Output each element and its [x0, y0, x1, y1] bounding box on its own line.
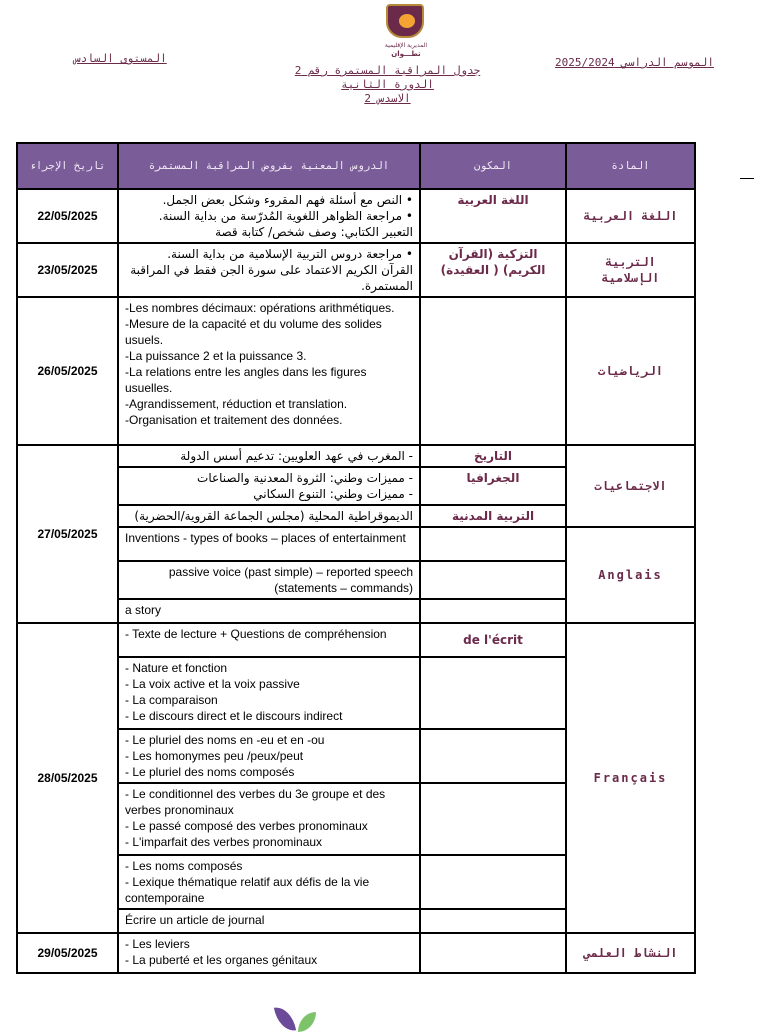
- lessons-cell: [118, 189, 420, 243]
- lessons-cell: Inventions - types of books – places of entertainment: [118, 527, 420, 561]
- lessons-cell: Écrire un article de journal: [118, 909, 420, 933]
- table-row: [17, 445, 695, 467]
- lesson-item: -Agrandissement, réduction et translation.: [125, 397, 348, 411]
- lesson-item: - Les noms composés: [125, 859, 243, 873]
- lesson-item: - مميزات وطني: الثروة المعدنية والصناعات: [197, 471, 413, 485]
- lesson-item: - Le discours direct et le discours indirect: [125, 709, 343, 723]
- component-cell: [420, 783, 566, 855]
- lessons-cell: a story: [118, 599, 420, 623]
- lessons-cell: [118, 855, 420, 909]
- date-cell: 29/05/2025: [17, 933, 118, 973]
- lessons-cell: - Texte de lecture + Questions de compréhension: [118, 623, 420, 657]
- footer-leaf-icon: [298, 1012, 316, 1032]
- grade-level: المستوى السادس: [74, 52, 167, 65]
- lesson-item: - Le conditionnel des verbes du 3e groupe et des verbes pronominaux: [125, 787, 386, 817]
- component-cell: [420, 855, 566, 909]
- component-cell: [420, 527, 566, 561]
- lesson-item: القرآن الكريم الاعتماد على سورة الجن فقط في المراقبة المستمرة.: [130, 263, 413, 293]
- lesson-item: - Le pluriel des noms composés: [125, 765, 295, 779]
- component-cell: الجغرافيا: [420, 467, 566, 505]
- header-date: تاريخ الإجراء: [17, 143, 118, 189]
- table-row: [17, 527, 695, 561]
- component-cell: التربية المدنية: [420, 505, 566, 527]
- component-cell: [420, 933, 566, 973]
- lessons-cell: [118, 657, 420, 729]
- lessons-cell: [118, 783, 420, 855]
- subject-cell: Anglais: [566, 527, 695, 623]
- title-line-3: الاسدس 2: [364, 92, 411, 105]
- component-cell: [420, 297, 566, 445]
- date-cell: 26/05/2025: [17, 297, 118, 445]
- logo-shield: [386, 4, 424, 38]
- lesson-item: -Organisation et traitement des données.: [125, 413, 343, 427]
- table-row: [17, 297, 695, 445]
- lesson-item: - Les leviers: [125, 937, 190, 951]
- date-cell: 28/05/2025: [17, 623, 118, 933]
- lessons-cell: [118, 729, 420, 783]
- date-cell: 23/05/2025: [17, 243, 118, 297]
- lessons-cell: - المغرب في عهد العلويين: تدعيم أسس الدولة: [118, 445, 420, 467]
- subject-cell: الرياضيات: [566, 297, 695, 445]
- date-cell: 27/05/2025: [17, 445, 118, 623]
- lesson-item: • مراجعة دروس التربية الإسلامية من بداية السنة.: [167, 247, 413, 261]
- directorate-logo: [384, 4, 428, 60]
- title-line-2: الدورة الثانية: [341, 78, 434, 91]
- logo-caption: المديرية الإقليمية: [384, 42, 428, 49]
- lessons-cell: passive voice (past simple) – reported speech (statements – commands): [118, 561, 420, 599]
- component-cell: اللغة العربية: [420, 189, 566, 243]
- footer-leaf-icon: [274, 1005, 296, 1033]
- header-subject: المادة: [566, 143, 695, 189]
- lesson-item: - La comparaison: [125, 693, 218, 707]
- stray-dash: [740, 178, 754, 179]
- lesson-item: -La puissance 2 et la puissance 3.: [125, 349, 307, 363]
- lesson-item: -Mesure de la capacité et du volume des solides usuels.: [125, 317, 382, 347]
- header-component: المكون: [420, 143, 566, 189]
- table-row: [17, 243, 695, 297]
- lesson-item: -La relations entre les angles dans les figures usuelles.: [125, 365, 367, 395]
- lesson-item: - Le passé composé des verbes pronominaux: [125, 819, 368, 833]
- lesson-item: - L'imparfait des verbes pronominaux: [125, 835, 323, 849]
- component-cell: [420, 657, 566, 729]
- lesson-item: • مراجعة الظواهر اللغوية المُدرّسة من بداية السنة.: [158, 209, 413, 223]
- component-cell: التاريخ: [420, 445, 566, 467]
- lesson-item: -Les nombres décimaux: opérations arithmétiques.: [125, 301, 395, 315]
- subject-cell: النشاط العلمي: [566, 933, 695, 973]
- table-row: [17, 623, 695, 657]
- component-cell: [420, 909, 566, 933]
- subject-cell: اللغة العربية: [566, 189, 695, 243]
- title-line-1: جدول المراقبة المستمرة رقم 2: [294, 64, 481, 77]
- lesson-item: - La voix active et la voix passive: [125, 677, 300, 691]
- subject-cell: التربية الإسلامية: [566, 243, 695, 297]
- lesson-item: - Le pluriel des noms en -eu et en -ou: [125, 733, 325, 747]
- lessons-cell: [118, 467, 420, 505]
- lessons-cell: [118, 933, 420, 973]
- lessons-cell: [118, 297, 420, 445]
- header-lessons: الدروس المعنية بفروض المراقبة المستمرة: [118, 143, 420, 189]
- component-cell: التزكية (القرآن الكريم) ( العقيدة): [420, 243, 566, 297]
- lessons-cell: [118, 243, 420, 297]
- lesson-item: - مميزات وطني: التنوع السكاني: [253, 487, 413, 501]
- table-row: [17, 189, 695, 243]
- page-title: [270, 64, 505, 106]
- component-cell: [420, 599, 566, 623]
- logo-caption-city: تطـــوان: [391, 50, 421, 58]
- table-row: [17, 933, 695, 973]
- lesson-item: التعبير الكتابي: وصف شخص/ كتابة قصة: [215, 225, 413, 239]
- lesson-item: - La puberté et les organes génitaux: [125, 953, 318, 967]
- component-cell: [420, 561, 566, 599]
- date-cell: 22/05/2025: [17, 189, 118, 243]
- lesson-item: • النص مع أسئلة فهم المقروء وشكل بعض الجمل.: [162, 193, 413, 207]
- assessment-table: [16, 142, 696, 974]
- lesson-item: - Les homonymes peu /peux/peut: [125, 749, 304, 763]
- lesson-item: - Nature et fonction: [125, 661, 228, 675]
- school-year: الموسم الدراسي 2025/2024: [555, 56, 714, 69]
- lessons-cell: الديموقراطية المحلية (مجلس الجماعة القروية/الحضرية): [118, 505, 420, 527]
- subject-cell: الاجتماعيات: [566, 445, 695, 527]
- lesson-item: - Lexique thématique relatif aux défis de la vie contemporaine: [125, 875, 370, 905]
- component-cell: [420, 729, 566, 783]
- table-header-row: [17, 143, 695, 189]
- component-cell: de l'écrit: [420, 623, 566, 657]
- subject-cell: Français: [566, 623, 695, 933]
